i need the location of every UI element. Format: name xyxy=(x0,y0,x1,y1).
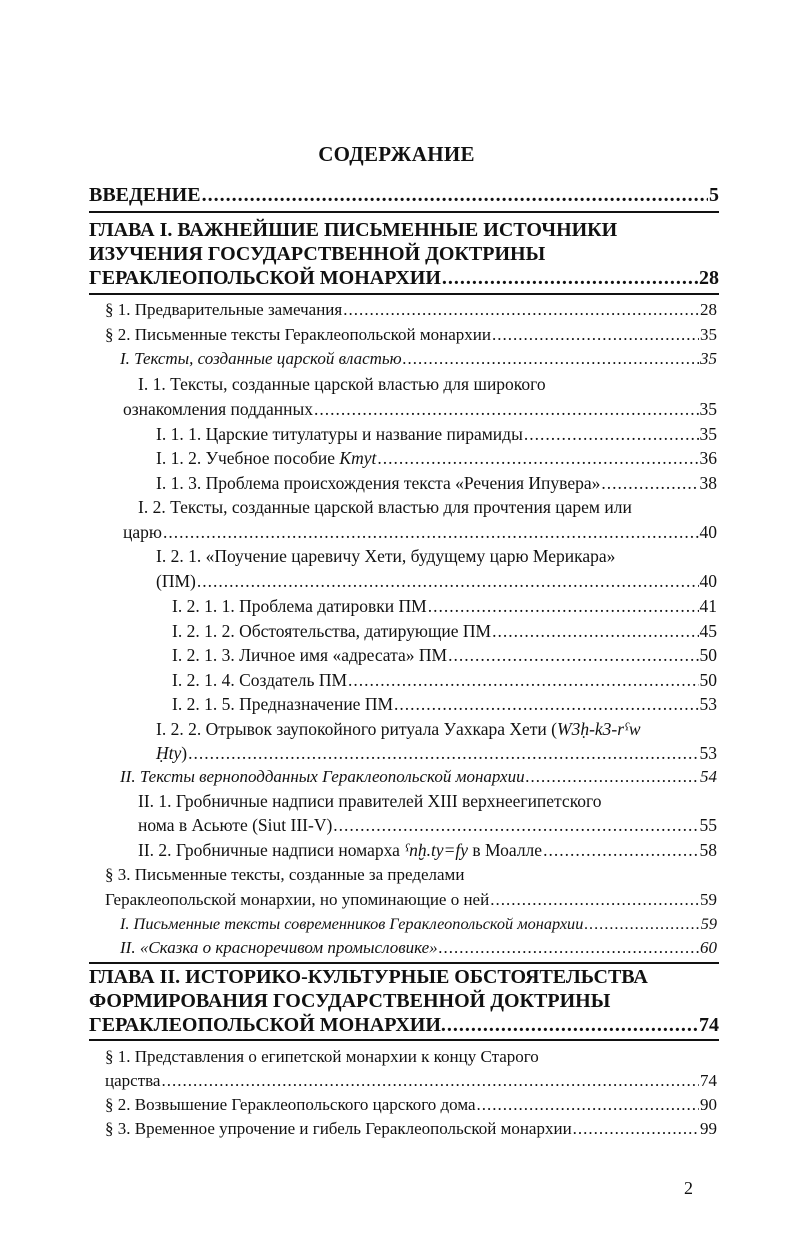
leader-dots xyxy=(447,1014,698,1037)
toc-entry-ch1-s121[interactable] xyxy=(156,571,717,592)
title-italic: ˁnḫ.ty=fy xyxy=(404,840,469,860)
toc-entry-ch1-s111[interactable] xyxy=(156,424,717,445)
toc-entry-ch1-s1[interactable] xyxy=(120,349,717,369)
title-text: I. 1. 2. Учебное пособие xyxy=(156,448,340,468)
section-divider xyxy=(89,962,719,964)
leader-dots xyxy=(492,325,699,345)
toc-entry-page: 35 xyxy=(699,424,717,444)
title-text: I. 2. 2. Отрывок заупокойного ритуала Уахкара Хети ( xyxy=(156,719,557,739)
toc-entry-title: ГЕРАКЛЕОПОЛЬСКОЙ МОНАРХИИ xyxy=(89,267,441,289)
toc-entry-title: I. 2. 1. 5. Предназначение ПМ xyxy=(172,694,394,714)
leader-dots xyxy=(333,815,698,836)
toc-entry-page: 28 xyxy=(699,267,719,289)
toc-entry-title: Гераклеопольской монархии, но упоминающие о ней xyxy=(105,890,490,909)
chapter-1-title-line-1: ГЛАВА I. ВАЖНЕЙШИЕ ПИСЬМЕННЫЕ ИСТОЧНИКИ xyxy=(89,219,618,241)
toc-entry-title xyxy=(138,840,542,861)
leader-dots xyxy=(442,267,698,290)
toc-entry-title: царю xyxy=(123,522,162,542)
leader-dots xyxy=(394,694,698,715)
toc-entry-title: I. Письменные тексты современников Гераклеопольской монархии xyxy=(120,914,584,933)
leader-dots xyxy=(377,448,698,469)
toc-entry-title: I. 2. 1. 2. Обстоятельства, датирующие ПМ xyxy=(172,621,492,641)
toc-entry-title: (ПМ) xyxy=(156,571,196,591)
leader-dots xyxy=(197,571,699,592)
leader-dots xyxy=(543,840,698,861)
toc-entry-title: § 1. Предварительные замечания xyxy=(105,300,343,319)
toc-entry-ch1-p3-line-1: § 3. Письменные тексты, созданные за пределами xyxy=(105,865,465,884)
toc-entry-ch1-s1211[interactable] xyxy=(172,596,717,617)
toc-entry-ch1-s11-line-1: I. 1. Тексты, созданные царской властью для широкого xyxy=(138,374,546,394)
leader-dots xyxy=(343,300,699,320)
toc-entry-title: нома в Асьюте (Siut III-V) xyxy=(138,815,333,835)
page-title: СОДЕРЖАНИЕ xyxy=(318,142,475,166)
toc-entry-page: 50 xyxy=(699,645,717,665)
toc-entry-ch1-p3[interactable] xyxy=(105,890,717,910)
toc-entry-title: I. 2. 1. 3. Личное имя «адресата» ПМ xyxy=(172,645,448,665)
toc-entry-page: 45 xyxy=(699,621,717,641)
toc-entry-title xyxy=(156,743,187,764)
section-divider xyxy=(89,1039,719,1041)
toc-entry-ch1-s1213[interactable] xyxy=(172,645,717,666)
chapter-2-title-line-1: ГЛАВА II. ИСТОРИКО-КУЛЬТУРНЫЕ ОБСТОЯТЕЛЬСТВА xyxy=(89,966,648,988)
toc-entry-ch1-s1214[interactable] xyxy=(172,670,717,691)
toc-entry-ch1-s2[interactable] xyxy=(120,767,717,787)
toc-entry-intro[interactable] xyxy=(89,184,719,207)
toc-entry-ch1-s21-line-1: II. 1. Гробничные надписи правителей XIII верхнеегипетского xyxy=(138,791,602,811)
title-italic: Kmyt xyxy=(339,448,377,468)
toc-entry-ch2-p2[interactable] xyxy=(105,1095,717,1115)
toc-entry-ch1-s1215[interactable] xyxy=(172,694,717,715)
toc-entry-title: I. 1. 3. Проблема происхождения текста «Речения Ипувера» xyxy=(156,473,601,493)
section-divider xyxy=(89,293,719,295)
toc-entry-ch1-s122-line-1 xyxy=(156,719,641,740)
toc-entry-title: II. Тексты верноподданных Гераклеопольской монархии xyxy=(120,767,525,786)
toc-entry-title xyxy=(156,448,376,469)
toc-entry-title: ознакомления подданных xyxy=(123,399,313,419)
toc-entry-title: § 2. Возвышение Гераклеопольского царского дома xyxy=(105,1095,476,1114)
toc-entry-ch1-s122[interactable] xyxy=(156,743,717,764)
leader-dots xyxy=(188,743,698,764)
toc-entry-ch1-s1212[interactable] xyxy=(172,621,717,642)
toc-entry-page: 74 xyxy=(700,1071,717,1090)
toc-entry-ch1-s21[interactable] xyxy=(138,815,717,836)
toc-entry-ch2-p3[interactable] xyxy=(105,1119,717,1139)
leader-dots xyxy=(439,938,699,958)
toc-entry-chapter-2[interactable] xyxy=(89,1014,719,1037)
toc-entry-page: 60 xyxy=(700,938,717,957)
title-italic: W3ḥ-k3-rˁw xyxy=(557,719,641,739)
toc-entry-ch1-s12-line-1: I. 2. Тексты, созданные царской властью для прочтения царем или xyxy=(138,497,632,517)
toc-entry-title: II. «Сказка о красноречивом промысловике» xyxy=(120,938,438,957)
leader-dots xyxy=(573,1119,699,1139)
toc-entry-page: 35 xyxy=(700,325,717,344)
toc-entry-title: ВВЕДЕНИЕ xyxy=(89,184,201,206)
toc-entry-page: 55 xyxy=(699,815,717,835)
leader-dots xyxy=(403,349,699,369)
leader-dots xyxy=(490,890,699,910)
toc-entry-page: 59 xyxy=(700,914,717,933)
leader-dots xyxy=(477,1095,699,1115)
toc-entry-ch2-p1[interactable] xyxy=(105,1071,717,1091)
leader-dots xyxy=(163,522,699,543)
leader-dots xyxy=(524,424,699,445)
title-italic: Ḥty xyxy=(156,743,182,763)
leader-dots xyxy=(526,767,699,787)
toc-entry-page: 35 xyxy=(700,349,717,368)
toc-entry-page: 99 xyxy=(700,1119,717,1138)
toc-entry-ch1-s12[interactable] xyxy=(123,522,717,543)
leader-dots xyxy=(202,184,708,207)
title-text: в Моалле xyxy=(468,840,543,860)
toc-entry-ch1-p2[interactable] xyxy=(105,325,717,345)
toc-entry-page: 38 xyxy=(699,473,717,493)
toc-entry-title: ГЕРАКЛЕОПОЛЬСКОЙ МОНАРХИИ. xyxy=(89,1014,446,1036)
toc-entry-chapter-1[interactable] xyxy=(89,267,719,290)
toc-entry-title: I. Тексты, созданные царской властью xyxy=(120,349,402,368)
toc-entry-page: 50 xyxy=(699,670,717,690)
toc-entry-title: § 3. Временное упрочение и гибель Гераклеопольской монархии xyxy=(105,1119,572,1138)
toc-entry-ch2-p1-line-1: § 1. Представления о египетской монархии к концу Старого xyxy=(105,1047,539,1066)
toc-entry-page: 36 xyxy=(699,448,717,468)
title-text: ) xyxy=(181,743,188,763)
chapter-2-title-line-2: ФОРМИРОВАНИЯ ГОСУДАРСТВЕННОЙ ДОКТРИНЫ xyxy=(89,990,611,1012)
toc-entry-page: 53 xyxy=(699,743,717,763)
toc-entry-ch1-s112[interactable] xyxy=(156,448,717,469)
toc-entry-title: § 2. Письменные тексты Гераклеопольской монархии xyxy=(105,325,492,344)
toc-entry-page: 90 xyxy=(700,1095,717,1114)
chapter-1-title-line-2: ИЗУЧЕНИЯ ГОСУДАРСТВЕННОЙ ДОКТРИНЫ xyxy=(89,243,546,265)
toc-entry-page: 58 xyxy=(699,840,717,860)
leader-dots xyxy=(348,670,698,691)
leader-dots xyxy=(601,473,698,494)
toc-entry-page: 40 xyxy=(699,571,717,591)
leader-dots xyxy=(161,1071,699,1091)
leader-dots xyxy=(428,596,699,617)
toc-entry-page: 28 xyxy=(700,300,717,319)
toc-entry-page: 41 xyxy=(699,596,717,616)
toc-entry-title: I. 2. 1. 4. Создатель ПМ xyxy=(172,670,348,690)
leader-dots xyxy=(448,645,698,666)
toc-entry-ch1-s113[interactable] xyxy=(156,473,717,494)
toc-entry-ch1-s32[interactable] xyxy=(120,938,717,958)
toc-entry-page: 53 xyxy=(699,694,717,714)
toc-entry-page: 35 xyxy=(699,399,717,419)
leader-dots xyxy=(314,399,699,420)
toc-entry-title: царства xyxy=(105,1071,161,1090)
section-divider xyxy=(89,211,719,213)
leader-dots xyxy=(584,914,699,934)
toc-entry-ch1-p1[interactable] xyxy=(105,300,717,320)
toc-entry-ch1-s121-line-1: I. 2. 1. «Поучение царевичу Хети, будущему царю Мерикара» xyxy=(156,546,616,566)
toc-entry-title: I. 2. 1. 1. Проблема датировки ПМ xyxy=(172,596,427,616)
toc-entry-page: 59 xyxy=(700,890,717,909)
toc-entry-ch1-s22[interactable] xyxy=(138,840,717,861)
leader-dots xyxy=(492,621,698,642)
toc-entry-ch1-s31[interactable] xyxy=(120,914,717,934)
toc-entry-page: 40 xyxy=(699,522,717,542)
title-text: II. 2. Гробничные надписи номарха xyxy=(138,840,405,860)
toc-entry-page: 74 xyxy=(699,1014,719,1036)
toc-entry-page: 5 xyxy=(709,184,719,206)
toc-entry-page: 54 xyxy=(700,767,717,786)
toc-entry-title: I. 1. 1. Царские титулатуры и название пирамиды xyxy=(156,424,523,444)
page-number: 2 xyxy=(684,1178,693,1198)
toc-entry-ch1-s11[interactable] xyxy=(123,399,717,420)
